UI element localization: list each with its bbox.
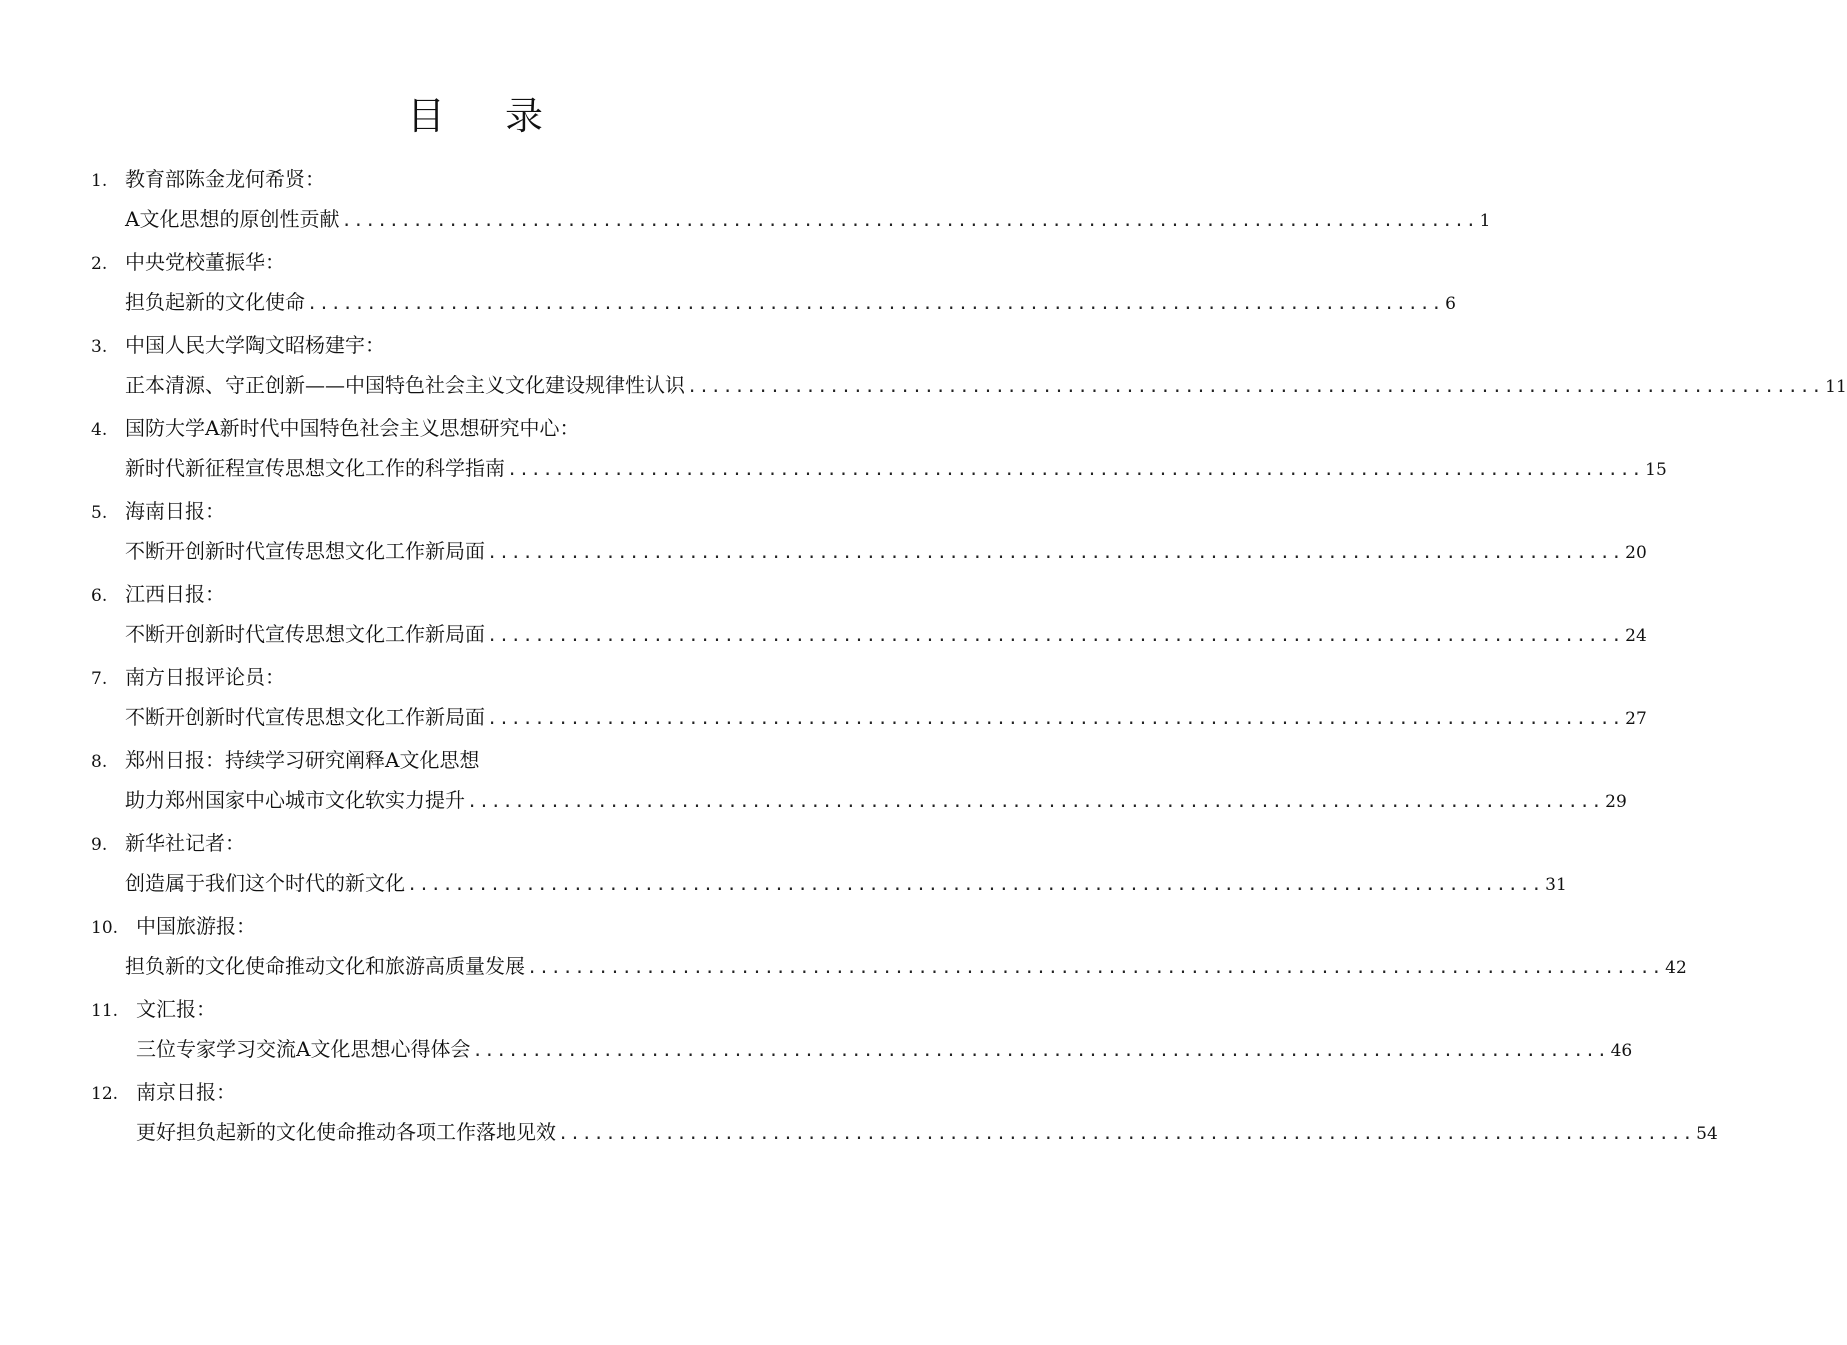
toc-leader-dots: ................................................................................................ <box>558 1124 1695 1144</box>
toc-source: 海南日报： <box>125 499 225 523</box>
toc-article-title: 不断开创新时代宣传思想文化工作新局面 <box>125 539 485 563</box>
toc-article-title: 正本清源、守正创新——中国特色社会主义文化建设规律性认识 <box>125 373 685 397</box>
toc-page-number: 20 <box>1625 543 1647 563</box>
toc-leader-dots: ................................................................................................ <box>472 1041 1609 1061</box>
toc-source: 中央党校董振华： <box>125 250 285 274</box>
toc-leader-dots: ................................................................................................ <box>407 875 1544 895</box>
toc-entry-9 <box>0 816 1567 899</box>
toc-leader-dots: ................................................................................................ <box>487 709 1624 729</box>
toc-leader-dots: ................................................................................................ <box>307 294 1444 314</box>
toc-heading <box>0 982 950 1023</box>
toc-source: 教育部陈金龙何希贤： <box>125 167 325 191</box>
toc-article-title: 担负新的文化使命推动文化和旅游高质量发展 <box>125 954 525 978</box>
toc-number: 2. <box>91 254 108 274</box>
toc-source: 中国旅游报： <box>136 914 256 938</box>
toc-page-number: 42 <box>1665 958 1687 978</box>
toc-line[interactable] <box>0 608 1647 650</box>
toc-line[interactable] <box>0 1023 1633 1065</box>
toc-article-title: 助力郑州国家中心城市文化软实力提升 <box>125 788 465 812</box>
toc-leader-dots: ................................................................................................ <box>487 626 1624 646</box>
toc-page-number: 54 <box>1696 1124 1718 1144</box>
toc-page-number: 27 <box>1625 709 1647 729</box>
toc-heading <box>0 152 950 193</box>
toc-entry-1 <box>0 152 1491 235</box>
toc-page-number: 46 <box>1610 1041 1633 1061</box>
toc-number: 12. <box>91 1084 119 1104</box>
toc-heading <box>0 733 950 774</box>
page-title: 目 录 <box>406 94 568 138</box>
toc-page-number: 6 <box>1445 294 1456 314</box>
toc-line[interactable] <box>0 774 1627 816</box>
toc-page-number: 31 <box>1545 875 1567 895</box>
toc-number: 8. <box>91 752 108 772</box>
toc-heading <box>0 401 950 442</box>
toc-line[interactable] <box>0 857 1567 899</box>
toc-page-number: 24 <box>1625 626 1647 646</box>
toc-source: 江西日报： <box>125 582 225 606</box>
toc-article-title: 创造属于我们这个时代的新文化 <box>125 871 405 895</box>
toc-number: 6. <box>91 586 108 606</box>
toc-article-title: A文化思想的原创性贡献 <box>125 207 340 231</box>
toc-leader-dots: ................................................................................................ <box>527 958 1664 978</box>
toc-line[interactable] <box>0 276 1456 318</box>
toc-entry-2 <box>0 235 1456 318</box>
toc-entry-7 <box>0 650 1647 733</box>
toc-leader-dots: ................................................................................................ <box>341 211 1478 231</box>
toc-entry-6 <box>0 567 1647 650</box>
toc-source: 文汇报： <box>136 997 216 1021</box>
toc-number: 5. <box>91 503 108 523</box>
toc-page-number: 15 <box>1645 460 1667 480</box>
toc-heading <box>0 1065 950 1106</box>
toc-entry-5 <box>0 484 1647 567</box>
toc-article-title: 三位专家学习交流A文化思想心得体会 <box>136 1037 471 1061</box>
toc-line[interactable] <box>0 525 1647 567</box>
toc-article-title: 担负起新的文化使命 <box>125 290 305 314</box>
toc-source: 南京日报： <box>136 1080 236 1104</box>
toc-page-number: 29 <box>1605 792 1627 812</box>
toc-entry-3 <box>0 318 1847 401</box>
table-of-contents <box>0 152 1847 1148</box>
toc-line[interactable] <box>0 940 1687 982</box>
toc-leader-dots: ................................................................................................ <box>487 543 1624 563</box>
toc-article-title: 更好担负起新的文化使命推动各项工作落地见效 <box>136 1120 556 1144</box>
toc-entry-11 <box>0 982 1633 1065</box>
toc-source: 郑州日报：持续学习研究阐释A文化思想 <box>125 748 480 772</box>
toc-number: 10. <box>91 918 119 938</box>
toc-number: 9. <box>91 835 108 855</box>
toc-heading <box>0 318 950 359</box>
toc-heading <box>0 484 950 525</box>
toc-number: 1. <box>91 171 108 191</box>
toc-source: 中国人民大学陶文昭杨建宇： <box>125 333 385 357</box>
toc-entry-12 <box>0 1065 1718 1148</box>
toc-source: 新华社记者： <box>125 831 245 855</box>
toc-page-number: 1 <box>1479 211 1491 231</box>
toc-number: 11. <box>91 1001 119 1021</box>
toc-heading <box>0 816 950 857</box>
toc-source: 南方日报评论员： <box>125 665 285 689</box>
toc-number: 3. <box>91 337 108 357</box>
toc-line[interactable] <box>0 359 1847 401</box>
toc-article-title: 不断开创新时代宣传思想文化工作新局面 <box>125 622 485 646</box>
toc-entry-4 <box>0 401 1667 484</box>
toc-page-number: 11 <box>1825 377 1847 397</box>
toc-leader-dots: ................................................................................................ <box>467 792 1604 812</box>
toc-entry-8 <box>0 733 1627 816</box>
toc-heading <box>0 567 950 608</box>
toc-number: 4. <box>91 420 108 440</box>
toc-line[interactable] <box>0 193 1491 235</box>
toc-article-title: 新时代新征程宣传思想文化工作的科学指南 <box>125 456 505 480</box>
toc-number: 7. <box>91 669 108 689</box>
toc-heading <box>0 899 950 940</box>
toc-source: 国防大学A新时代中国特色社会主义思想研究中心： <box>125 416 580 440</box>
toc-heading <box>0 235 950 276</box>
toc-line[interactable] <box>0 442 1667 484</box>
toc-leader-dots: ................................................................................................ <box>687 377 1824 397</box>
toc-line[interactable] <box>0 691 1647 733</box>
toc-article-title: 不断开创新时代宣传思想文化工作新局面 <box>125 705 485 729</box>
toc-line[interactable] <box>0 1106 1718 1148</box>
toc-entry-10 <box>0 899 1687 982</box>
toc-leader-dots: ................................................................................................ <box>507 460 1644 480</box>
toc-heading <box>0 650 950 691</box>
